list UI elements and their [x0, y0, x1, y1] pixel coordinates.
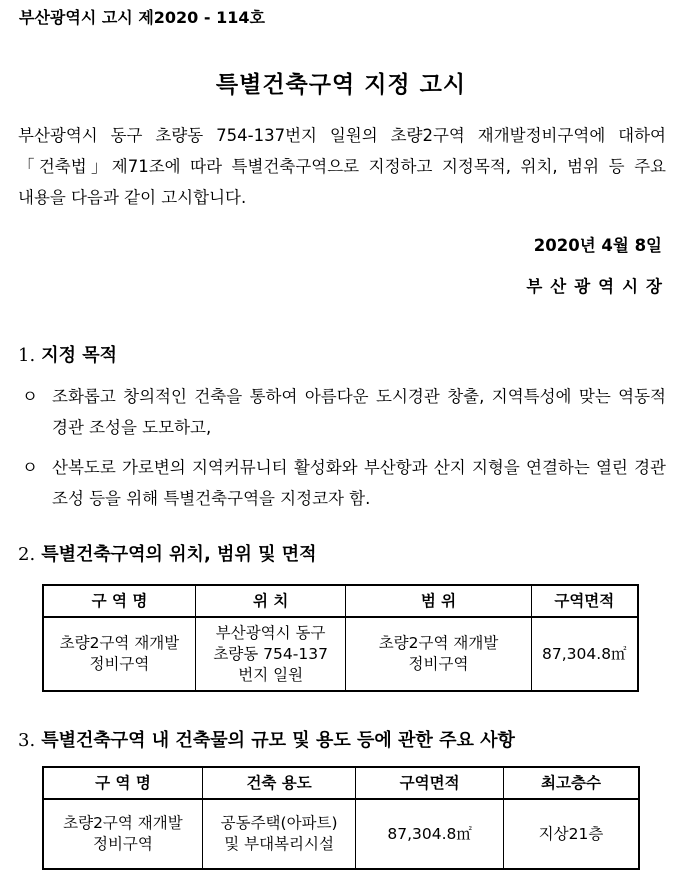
bullet-item	[22, 381, 666, 443]
table-cell: 지상21층	[503, 799, 639, 869]
table-cell: 초량2구역 재개발 정비구역	[346, 617, 531, 691]
section-2-heading	[18, 540, 317, 566]
bullet-mark: ㅇ	[22, 387, 38, 406]
intro-paragraph: 부산광역시 동구 초량동 754-137번지 일원의 초량2구역 재개발정비구역에 대하여 「건축법」제71조에 따라 특별건축구역으로 지정하고 지정목적, 위치, 범위 등 주요 내용을 다음과 같이 고시합니다.	[18, 126, 666, 207]
section-1-heading	[18, 341, 117, 367]
table-row	[43, 799, 639, 869]
table-header-cell: 최고층수	[503, 767, 639, 799]
bullet-item	[22, 452, 666, 514]
table-header-cell: 구 역 명	[43, 585, 195, 617]
table-cell: 초량2구역 재개발 정비구역	[43, 617, 195, 691]
bullet-text: 조화롭고 창의적인 건축을 통하여 아름다운 도시경관 창출, 지역특성에 맞는 역동적 경관 조성을 도모하고,	[52, 387, 666, 437]
bullet-mark: ㅇ	[22, 458, 38, 477]
document-title: 특별건축구역 지정 고시	[215, 72, 467, 98]
table-header-cell: 구역면적	[531, 585, 638, 617]
section-3-heading	[18, 726, 515, 752]
table-cell: 87,304.8㎡	[531, 617, 638, 691]
table-header-row	[43, 585, 638, 617]
section-2-title: 특별건축구역의 위치, 범위 및 면적	[41, 544, 317, 565]
notice-number: 부산광역시 고시 제2020 - 114호	[19, 8, 265, 27]
section-1-title: 지정 목적	[41, 345, 118, 366]
table-header-row	[43, 767, 639, 799]
section-3-title: 특별건축구역 내 건축물의 규모 및 용도 등에 관한 주요 사항	[41, 730, 515, 751]
table-header-cell: 구 역 명	[43, 767, 202, 799]
section-3-number: 3.	[18, 730, 36, 751]
bullet-text: 산복도로 가로변의 지역커뮤니티 활성화와 부산항과 산지 지형을 연결하는 열린 경관 조성 등을 위해 특별건축구역을 지정코자 함.	[52, 458, 666, 508]
section-1-number: 1.	[18, 345, 36, 366]
table-row	[43, 617, 638, 691]
table-cell: 부산광역시 동구 초량동 754-137 번지 일원	[195, 617, 345, 691]
table-header-cell: 건축 용도	[202, 767, 355, 799]
table-cell: 초량2구역 재개발 정비구역	[43, 799, 202, 869]
location-table	[42, 584, 639, 692]
building-table	[42, 766, 640, 870]
signer: 부산광역시장	[526, 277, 670, 296]
table-cell: 87,304.8㎡	[356, 799, 504, 869]
table-header-cell: 구역면적	[356, 767, 504, 799]
section-2-number: 2.	[18, 544, 36, 565]
notice-date: 2020년 4월 8일	[533, 236, 662, 255]
table-header-cell: 위 치	[195, 585, 345, 617]
table-cell: 공동주택(아파트) 및 부대복리시설	[202, 799, 355, 869]
table-header-cell: 범 위	[346, 585, 531, 617]
